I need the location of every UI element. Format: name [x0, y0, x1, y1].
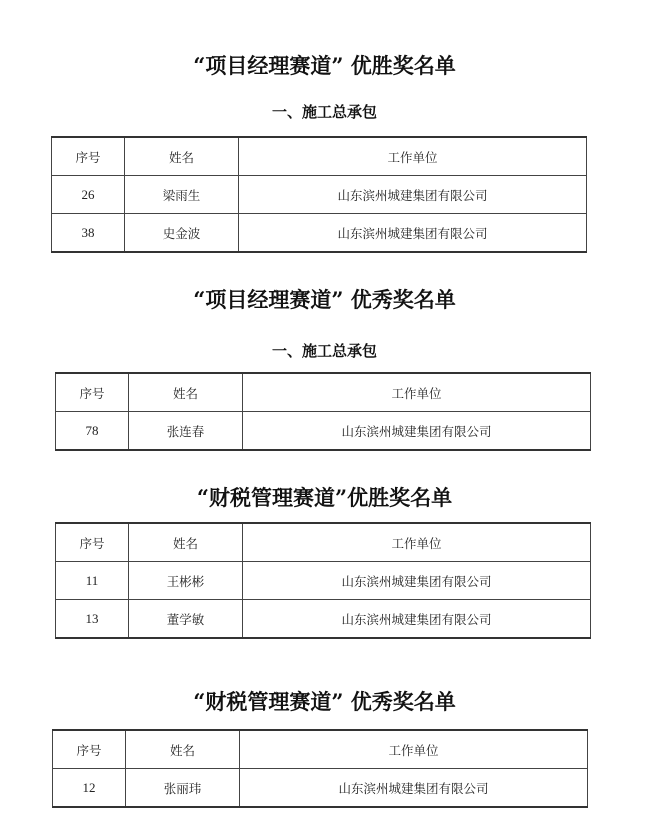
- title-pm-excellent: “项目经理赛道” 优秀奖名单: [193, 287, 456, 312]
- cell-org: 山东滨州城建集团有限公司: [243, 562, 591, 600]
- cell-org: 山东滨州城建集团有限公司: [243, 600, 591, 639]
- table-row: [56, 600, 591, 639]
- header-org: 工作单位: [243, 373, 591, 412]
- cell-no: 12: [53, 769, 126, 808]
- table-tax-excellent: [52, 729, 588, 808]
- cell-no: 11: [56, 562, 129, 600]
- table-header-row: [53, 730, 588, 769]
- title-pm-winner: “项目经理赛道” 优胜奖名单: [193, 53, 456, 78]
- cell-no: 78: [56, 412, 129, 451]
- cell-name: 史金波: [125, 214, 239, 253]
- subtitle-pm-winner: 一、施工总承包: [271, 103, 377, 121]
- cell-name: 董学敏: [129, 600, 243, 639]
- table-tax-winner: [55, 522, 591, 639]
- header-org: 工作单位: [240, 730, 588, 769]
- table-row: [53, 769, 588, 808]
- table-header-row: [52, 137, 587, 176]
- table-row: [52, 214, 587, 253]
- header-name: 姓名: [125, 137, 239, 176]
- cell-org: 山东滨州城建集团有限公司: [239, 214, 587, 253]
- cell-org: 山东滨州城建集团有限公司: [239, 176, 587, 214]
- cell-name: 王彬彬: [129, 562, 243, 600]
- table-pm-winner: [51, 136, 587, 253]
- table-row: [56, 562, 591, 600]
- table-row: [56, 412, 591, 451]
- cell-name: 张连春: [129, 412, 243, 451]
- table-header-row: [56, 523, 591, 562]
- cell-name: 张丽玮: [126, 769, 240, 808]
- header-org: 工作单位: [243, 523, 591, 562]
- title-tax-winner: “财税管理赛道”优胜奖名单: [196, 485, 453, 510]
- header-name: 姓名: [129, 373, 243, 412]
- header-name: 姓名: [126, 730, 240, 769]
- cell-name: 梁雨生: [125, 176, 239, 214]
- cell-no: 13: [56, 600, 129, 639]
- cell-no: 38: [52, 214, 125, 253]
- subtitle-pm-excellent: 一、施工总承包: [271, 342, 377, 360]
- header-org: 工作单位: [239, 137, 587, 176]
- table-header-row: [56, 373, 591, 412]
- table-pm-excellent: [55, 372, 591, 451]
- header-no: 序号: [52, 137, 125, 176]
- header-no: 序号: [53, 730, 126, 769]
- cell-no: 26: [52, 176, 125, 214]
- header-no: 序号: [56, 373, 129, 412]
- header-name: 姓名: [129, 523, 243, 562]
- header-no: 序号: [56, 523, 129, 562]
- cell-org: 山东滨州城建集团有限公司: [240, 769, 588, 808]
- table-row: [52, 176, 587, 214]
- cell-org: 山东滨州城建集团有限公司: [243, 412, 591, 451]
- title-tax-excellent: “财税管理赛道” 优秀奖名单: [193, 689, 456, 714]
